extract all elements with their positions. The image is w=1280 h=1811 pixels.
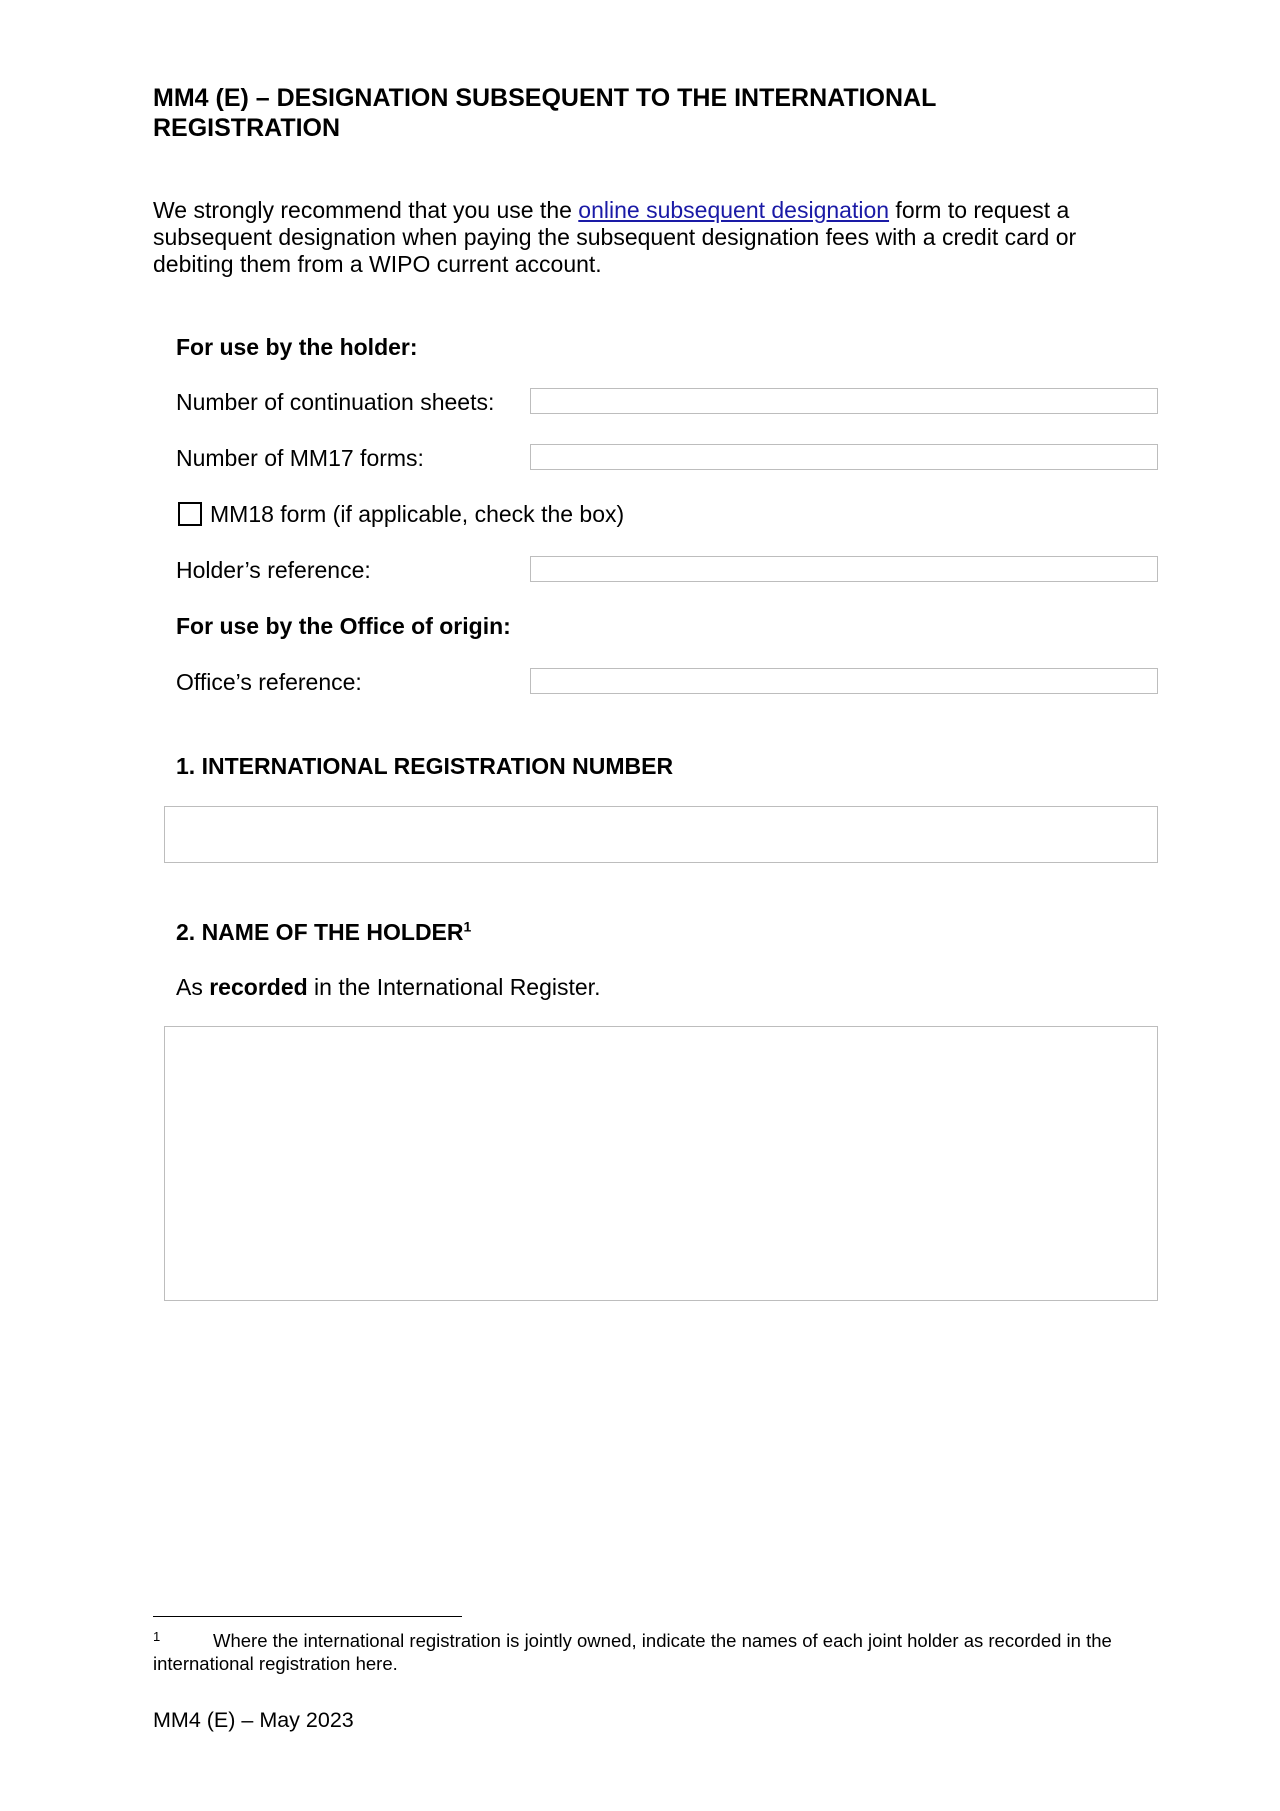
footnote-text: Where the international registration is jointly owned, indicate the names of each joint holder as recorded in the international registration here. xyxy=(153,1630,1112,1674)
holder-reference-input[interactable] xyxy=(530,556,1158,582)
note-text-after: in the International Register. xyxy=(307,974,601,1000)
intro-paragraph xyxy=(153,197,1143,278)
international-registration-number-field[interactable] xyxy=(164,806,1158,863)
holder-name-field[interactable] xyxy=(164,1026,1158,1301)
section1-heading: 1. INTERNATIONAL REGISTRATION NUMBER xyxy=(176,753,674,779)
intro-text-after: form to request a subsequent designation when paying the subsequent designation fees with a credit card or debiting them from a WIPO current account. xyxy=(153,197,1077,277)
note-bold-text: recorded xyxy=(209,974,308,1000)
holder-name-note xyxy=(176,973,600,1001)
holder-section-heading: For use by the holder: xyxy=(176,334,418,360)
section2-heading xyxy=(176,918,471,946)
footnote-mark: 1 xyxy=(153,1629,161,1644)
mm18-label: MM18 form (if applicable, check the box) xyxy=(210,501,625,527)
mm18-checkbox[interactable] xyxy=(178,502,202,526)
footnote-reference: 1 xyxy=(463,918,472,935)
online-subsequent-designation-link[interactable]: online subsequent designation xyxy=(578,197,890,223)
office-reference-label: Office’s reference: xyxy=(176,669,362,695)
mm17-forms-input[interactable] xyxy=(530,444,1158,470)
page-title: MM4 (E) – DESIGNATION SUBSEQUENT TO THE INTERNATIONAL REGISTRATION xyxy=(153,84,936,142)
holder-reference-label: Holder’s reference: xyxy=(176,557,371,583)
mm17-forms-label: Number of MM17 forms: xyxy=(176,445,424,471)
intro-text-before: We strongly recommend that you use the xyxy=(153,197,579,223)
continuation-sheets-label: Number of continuation sheets: xyxy=(176,389,495,415)
office-reference-input[interactable] xyxy=(530,668,1158,694)
page-footer: MM4 (E) – May 2023 xyxy=(153,1708,354,1732)
continuation-sheets-input[interactable] xyxy=(530,388,1158,414)
section2-heading-text: 2. NAME OF THE HOLDER xyxy=(176,919,464,945)
footnote-separator xyxy=(153,1616,462,1617)
office-section-heading: For use by the Office of origin: xyxy=(176,613,511,639)
note-text-before: As xyxy=(176,974,210,1000)
footnote xyxy=(153,1629,1143,1675)
